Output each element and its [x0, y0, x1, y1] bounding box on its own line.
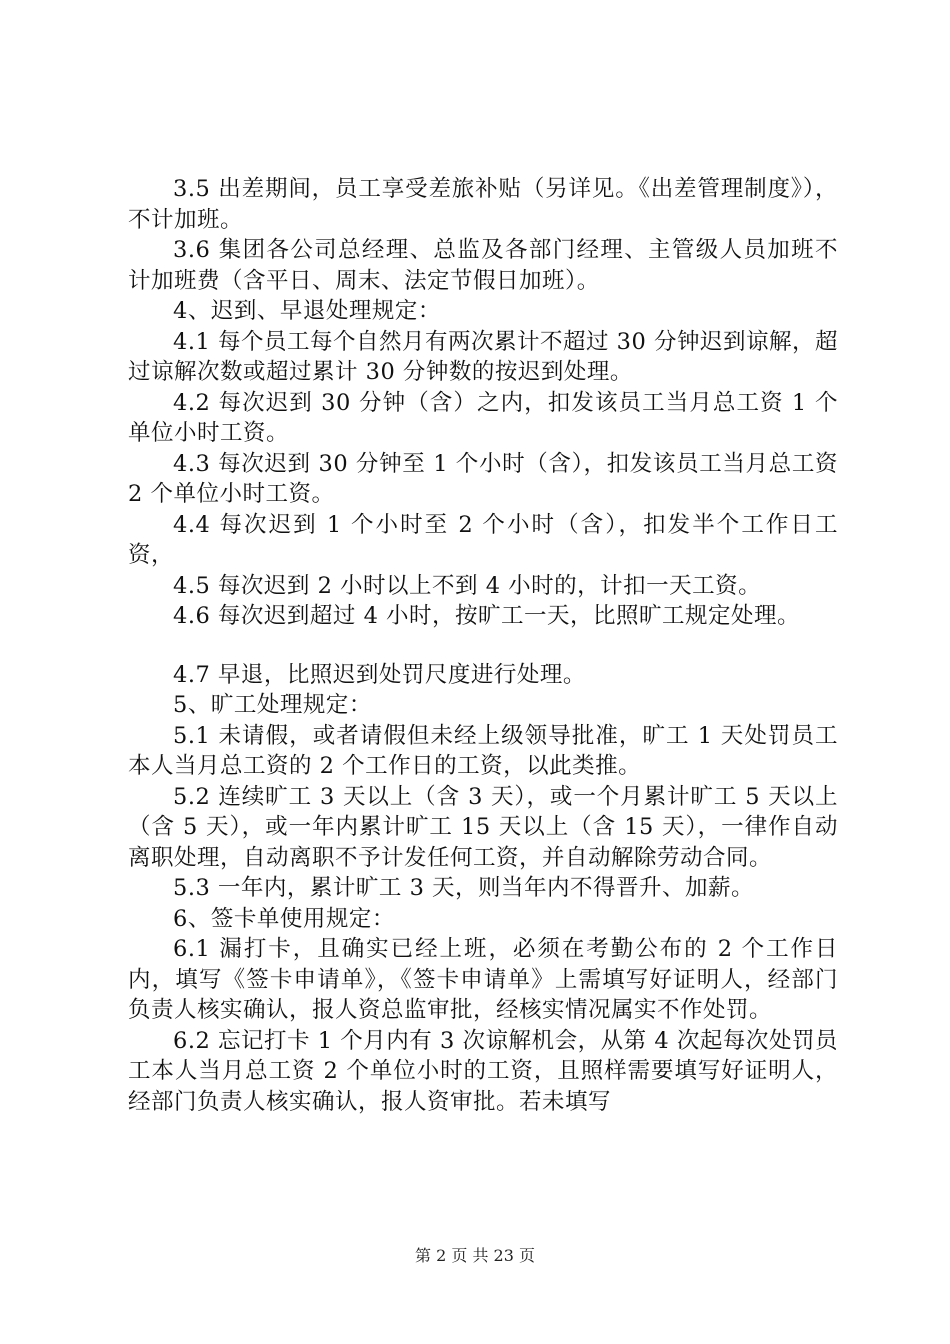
- heading-section-5: 5、旷工处理规定：: [173, 692, 372, 718]
- paragraph-spacer: [128, 632, 838, 660]
- paragraph-4-3: 4.3 每次迟到 30 分钟至 1 个小时（含），扣发该员工当月总工资 2 个单位小时工资。: [128, 450, 838, 507]
- paragraph-6-1: 6.1 漏打卡，且确实已经上班，必须在考勤公布的 2 个工作日内，填写《签卡申请单》，《签卡申请单》上需填写好证明人，经部门负责人核实确认，报人资总监审批，经核实情况属实不作处罚。: [128, 936, 838, 1023]
- paragraph-4-5: 4.5 每次迟到 2 小时以上不到 4 小时的，计扣一天工资。: [173, 572, 762, 599]
- paragraph-4-4: 4.4 每次迟到 1 个小时至 2 个小时（含），扣发半个工作日工资，: [128, 511, 838, 568]
- paragraph-3-6: 3.6 集团各公司总经理、总监及各部门经理、主管级人员加班不计加班费（含平日、周末、法定节假日加班）。: [128, 237, 838, 294]
- paragraph-4-2: 4.2 每次迟到 30 分钟（含）之内，扣发该员工当月总工资 1 个单位小时工资。: [128, 389, 838, 446]
- page-number-footer: 第 2 页 共 23 页: [415, 1246, 535, 1265]
- paragraph-5-3: 5.3 一年内，累计旷工 3 天，则当年内不得晋升、加薪。: [173, 875, 755, 901]
- heading-section-4: 4、迟到、早退处理规定：: [173, 298, 441, 324]
- paragraph-5-1: 5.1 未请假，或者请假但未经上级领导批准，旷工 1 天处罚员工本人当月总工资的 2 个工作日的工资，以此类推。: [128, 722, 838, 779]
- paragraph-5-2: 5.2 连续旷工 3 天以上（含 3 天），或一个月累计旷工 5 天以上（含 5 天），或一年内累计旷工 15 天以上（含 15 天），一律作自动离职处理，自动离职不予计发任何工资，并自动解除劳动合同。: [128, 783, 838, 871]
- paragraph-3-5: 3.5 出差期间，员工享受差旅补贴（另详见。《出差管理制度》），不计加班。: [128, 176, 838, 233]
- paragraph-4-1: 4.1 每个员工每个自然月有两次累计不超过 30 分钟迟到谅解，超过谅解次数或超过累计 30 分钟数的按迟到处理。: [128, 328, 838, 385]
- paragraph-4-7: 4.7 早退，比照迟到处罚尺度进行处理。: [173, 661, 586, 688]
- paragraph-4-6: 4.6 每次迟到超过 4 小时，按旷工一天，比照旷工规定处理。: [173, 603, 801, 629]
- paragraph-6-2: 6.2 忘记打卡 1 个月内有 3 次谅解机会，从第 4 次起每次处罚员工本人当月总工资 2 个单位小时的工资，且照样需要填写好证明人，经部门负责人核实确认，报人资审批。若未填写: [128, 1027, 838, 1115]
- document-body: [128, 174, 838, 1117]
- heading-section-6: 6、签卡单使用规定：: [173, 905, 395, 932]
